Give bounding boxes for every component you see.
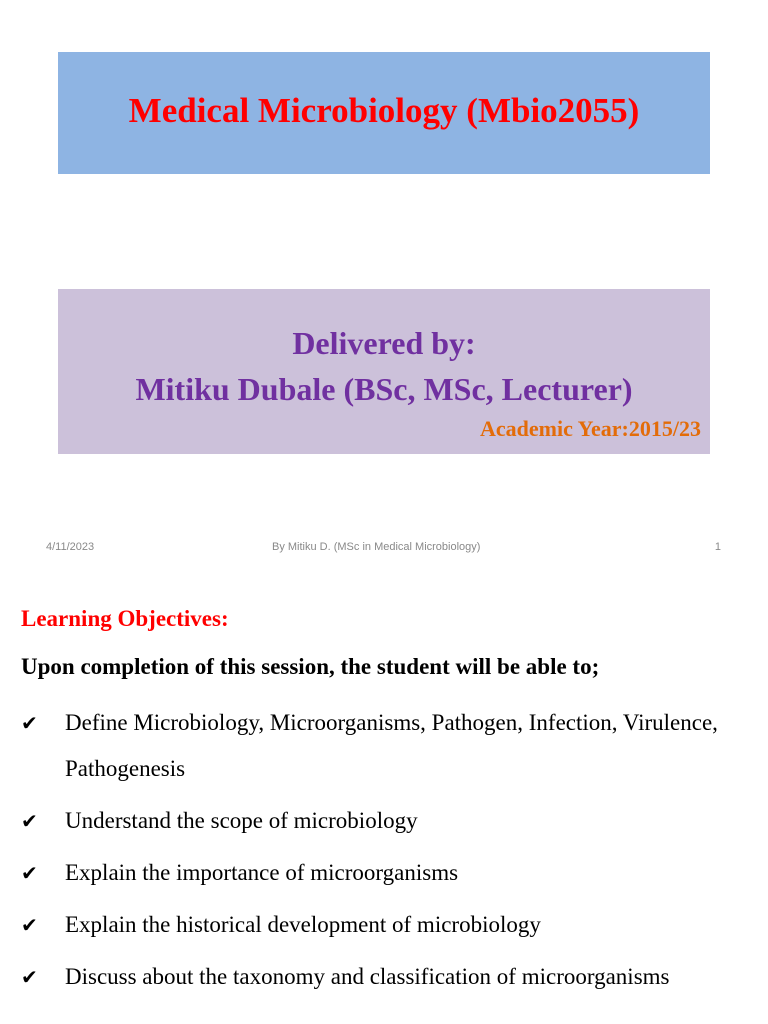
- check-icon: ✔: [21, 913, 38, 937]
- slide-title: Medical Microbiology (Mbio2055): [128, 91, 640, 130]
- objective-text: Define Microbiology, Microorganisms, Pathogen, Infection, Virulence, Pathogenesis: [65, 710, 718, 781]
- presenter-name: Mitiku Dubale (BSc, MSc, Lecturer): [135, 371, 633, 407]
- academic-year: Academic Year:2015/23: [480, 416, 701, 441]
- objective-text: Discuss about the taxonomy and classification of microorganisms: [65, 964, 670, 989]
- objective-text: Explain the historical development of microbiology: [65, 912, 541, 937]
- slide-footer: [0, 541, 768, 557]
- footer-date: 4/11/2023: [46, 541, 95, 553]
- title-box: [58, 52, 710, 174]
- check-icon: ✔: [21, 965, 38, 989]
- presenter-box: [58, 289, 710, 454]
- objective-text: Understand the scope of microbiology: [65, 808, 418, 833]
- delivered-by-label: Delivered by:: [292, 325, 476, 361]
- objective-text: Explain the importance of microorganisms: [65, 860, 459, 885]
- check-icon: ✔: [21, 861, 38, 885]
- check-icon: ✔: [21, 711, 38, 735]
- footer-page-number: 1: [714, 541, 721, 553]
- footer-author: By Mitiku D. (MSc in Medical Microbiology): [272, 541, 481, 553]
- check-icon: ✔: [21, 809, 38, 833]
- objectives-intro: Upon completion of this session, the student will be able to;: [21, 654, 600, 679]
- learning-objectives-heading: Learning Objectives:: [21, 606, 229, 631]
